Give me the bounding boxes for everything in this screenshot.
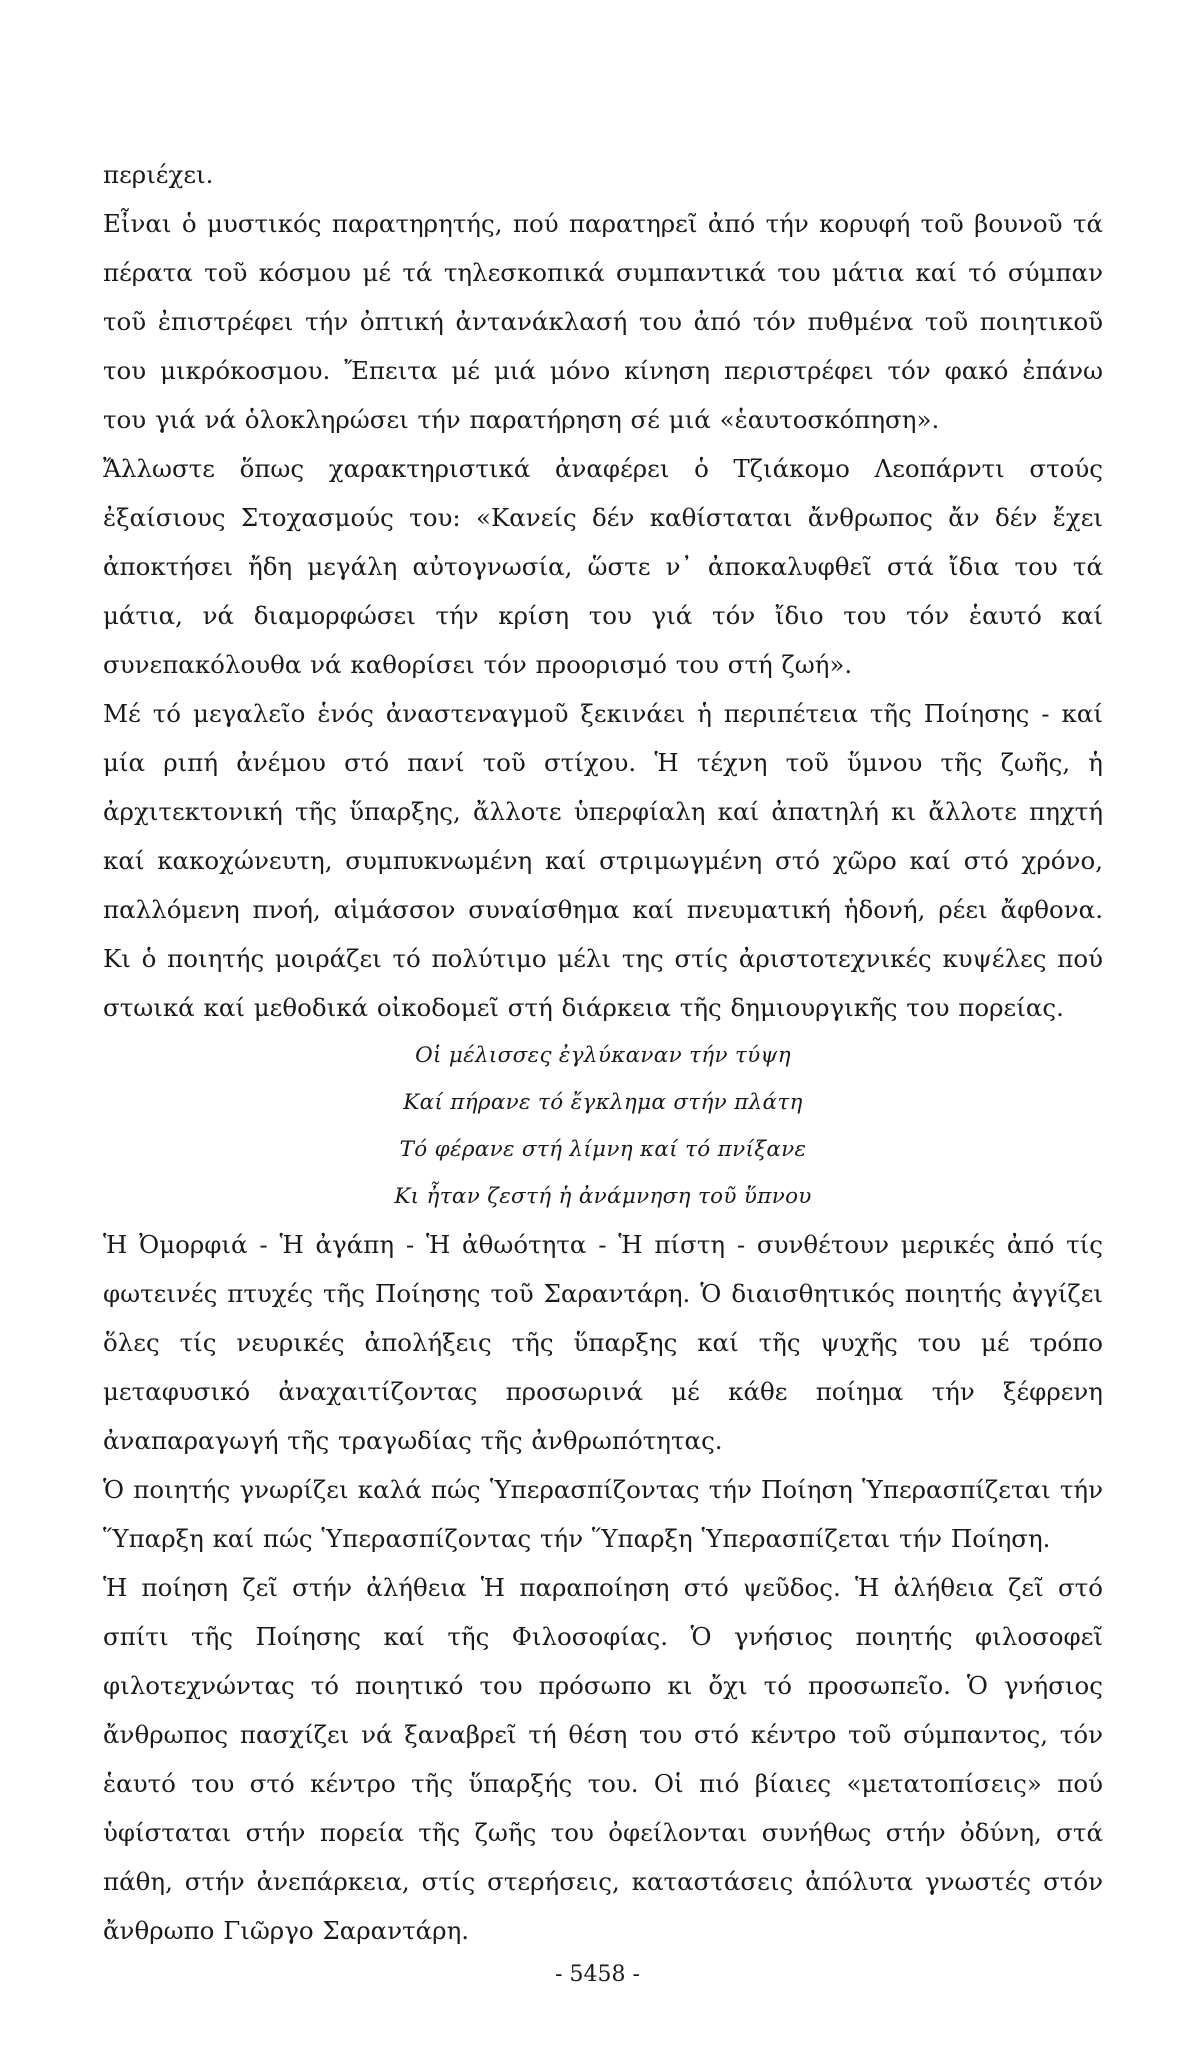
page-number: - 5458 - bbox=[555, 1962, 640, 1987]
poem-line: Τό φέρανε στή λίμνη καί τό πνίξανε bbox=[399, 1137, 807, 1162]
poem-line: Οἱ μέλισσες ἐγλύκαναν τήν τύψη bbox=[415, 1043, 791, 1068]
paragraph-defending-poetry: Ὁ ποιητής γνωρίζει καλά πώς Ὑπερασπίζοντας τήν Ποίηση Ὑπερασπίζεται τήν Ὕπαρξη καί πώς Ὑπερασπίζοντας τήν Ὕπαρξη Ὑπερασπίζεται τήν Ποίηση. bbox=[103, 1475, 1103, 1553]
paragraph-continuation: περιέχει. bbox=[103, 160, 214, 189]
paragraph-leopardi-quote: Ἄλλωστε ὅπως χαρακτηριστικά ἀναφέρει ὁ Τζιάκομο Λεοπάρντι στούς ἐξαίσιους Στοχασμούς του: «Κανείς δέν καθίσταται ἄνθρωπος ἄν δέν ἔχει ἀποκτήσει ἤδη μεγάλη αὐτογνωσία, ὥστε ν᾽ ἀποκαλυφθεῖ στά ἴδια του τά μάτια, νά διαμορφώσει τήν κρίση του γιά τόν ἴδιο του τόν ἑαυτό καί συνεπακόλουθα νά καθορίσει τόν προορισμό του στή ζωή». bbox=[103, 454, 1103, 679]
poem-line: Καί πήρανε τό ἔγκλημα στήν πλάτη bbox=[403, 1090, 803, 1115]
document-page bbox=[103, 150, 1103, 1955]
poem-line: Κι ἦταν ζεστή ἡ ἀνάμνηση τοῦ ὕπνου bbox=[394, 1184, 812, 1209]
paragraph-adventure-of-poetry: Μέ τό μεγαλεῖο ἑνός ἀναστεναγμοῦ ξεκινάει ἡ περιπέτεια τῆς Ποίησης - καί μία ριπή ἀνέμου στό πανί τοῦ στίχου. Ἡ τέχνη τοῦ ὕμνου τῆς ζωῆς, ἡ ἀρχιτεκτονική τῆς ὕπαρξης, ἄλλοτε ὑπερφίαλη καί ἀπατηλή κι ἄλλοτε πηχτή καί κακοχώνευτη, συμπυκνωμένη καί στριμωγμένη στό χῶρο καί στό χρόνο, παλλόμενη πνοή, αἱμάσσον συναίσθημα καί πνευματική ἡδονή, ρέει ἄφθονα. Κι ὁ ποιητής μοιράζει τό πολύτιμο μέλι της στίς ἀριστοτεχνικές κυψέλες πού στωικά καί μεθοδικά οἰκοδομεῖ στή διάρκεια τῆς δημιουργικῆς του πορείας. bbox=[103, 699, 1103, 1022]
poem-excerpt bbox=[103, 1032, 1103, 1220]
paragraph-observer: Εἶναι ὁ μυστικός παρατηρητής, πού παρατηρεῖ ἀπό τήν κορυφή τοῦ βουνοῦ τά πέρατα τοῦ κόσμου μέ τά τηλεσκοπικά συμπαντικά του μάτια καί τό σύμπαν τοῦ ἐπιστρέφει τήν ὀπτική ἀντανάκλασή του ἀπό τόν πυθμένα τοῦ ποιητικοῦ του μικρόκοσμου. Ἔπειτα μέ μιά μόνο κίνηση περιστρέφει τόν φακό ἐπάνω του γιά νά ὁλοκληρώσει τήν παρατήρηση σέ μιά «ἑαυτοσκόπηση». bbox=[103, 209, 1103, 434]
paragraph-truth: Ἡ ποίηση ζεῖ στήν ἀλήθεια Ἡ παραποίηση στό ψεῦδος. Ἡ ἀλήθεια ζεῖ στό σπίτι τῆς Ποίησης καί τῆς Φιλοσοφίας. Ὁ γνήσιος ποιητής φιλοσοφεῖ φιλοτεχνώντας τό ποιητικό του πρόσωπο κι ὄχι τό προσωπεῖο. Ὁ γνήσιος ἄνθρωπος πασχίζει νά ξαναβρεῖ τή θέση του στό κέντρο τοῦ σύμπαντος, τόν ἑαυτό του στό κέντρο τῆς ὕπαρξής του. Οἱ πιό βίαιες «μετατοπίσεις» πού ὑφίσταται στήν πορεία τῆς ζωῆς του ὀφείλονται συνήθως στήν ὀδύνη, στά πάθη, στήν ἀνεπάρκεια, στίς στερήσεις, καταστάσεις ἀπόλυτα γνωστές στόν ἄνθρωπο Γιῶργο Σαραντάρη. bbox=[103, 1573, 1103, 1945]
paragraph-beauty-love: Ἡ Ὀμορφιά - Ἡ ἀγάπη - Ἡ ἀθωότητα - Ἡ πίστη - συνθέτουν μερικές ἀπό τίς φωτεινές πτυχές τῆς Ποίησης τοῦ Σαραντάρη. Ὁ διαισθητικός ποιητής ἀγγίζει ὅλες τίς νευρικές ἀπολήξεις τῆς ὕπαρξης καί τῆς ψυχῆς του μέ τρόπο μεταφυσικό ἀναχαιτίζοντας προσωρινά μέ κάθε ποίημα τήν ξέφρενη ἀναπαραγωγή τῆς τραγωδίας τῆς ἀνθρωπότητας. bbox=[103, 1230, 1103, 1455]
